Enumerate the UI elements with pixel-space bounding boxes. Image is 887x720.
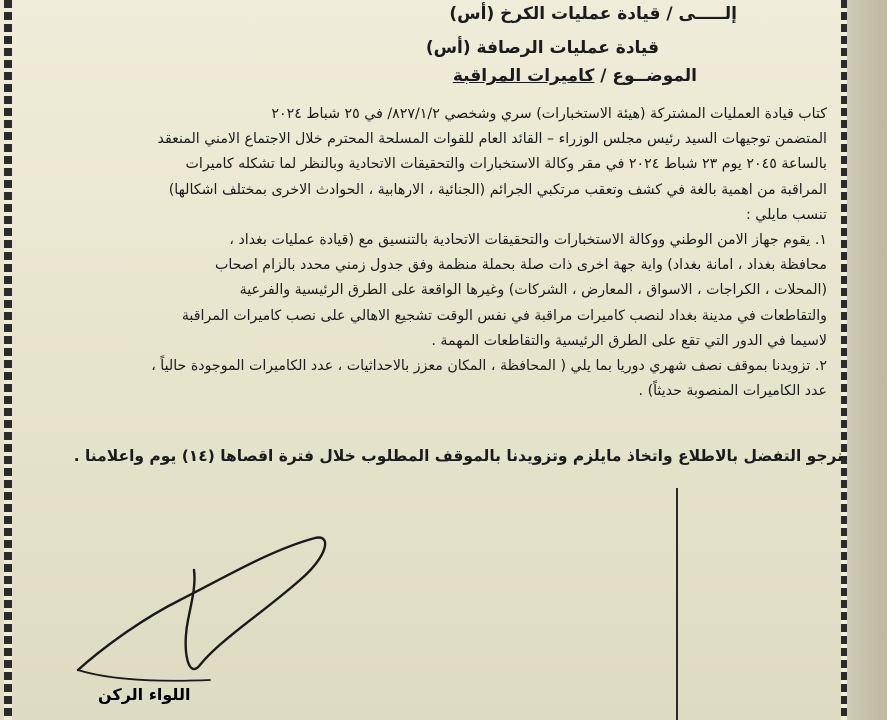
left-border (4, 0, 12, 720)
item-line: والتقاطعات في مدينة بغداد لنصب كاميرات مراقبة في نفس الوقت تشجيع الاهالي على نصب كاميرات المراقبة (181, 307, 827, 324)
list-item-2 (24, 354, 827, 404)
item-line: ١. يقوم جهاز الامن الوطني ووكالة الاستخبارات والتحقيقات الاتحادية بالتنسيق مع (قيادة عمليات بغداد ، (229, 232, 827, 249)
signature-mark (70, 530, 350, 690)
body-line: بالساعة ٢٠٤٥ يوم ٢٣ شباط ٢٠٢٤ في مقر وكالة الاستخبارات والتحقيقات الاتحادية وبالنظر لما تشكله كاميرات (185, 156, 827, 173)
item-line: عدد الكاميرات المنصوبة حديثاً) . (638, 383, 827, 400)
item-line: (المحلات ، الكراجات ، الاسواق ، المعارض ، الشركات) وغيرها الواقعة على الطرق الرئيسية والفرعية (239, 282, 827, 299)
signatory-title: اللواء الركن (98, 685, 191, 704)
item-line: لاسيما في الدور التي تقع على الطرق الرئيسية والتقاطعات المهمة . (431, 332, 827, 349)
body-line: كتاب قيادة العمليات المشتركة (هيئة الاستخبارات) سري وشخصي ٨٢٧/١/٢/ في ٢٥ شباط ٢٠٢٤ (271, 106, 827, 122)
addressee-line-1: إلـــــى / قيادة عمليات الكرخ (أس) (449, 4, 737, 24)
item-line: ٢. تزويدنا بموقف نصف شهري دوريا بما يلي ( المحافظة ، المكان معزز بالاحداثيات ، عدد الكاميرات الموجودة حالياً ، (151, 358, 827, 375)
subject-value: كاميرات المراقبة (452, 66, 595, 86)
right-border (841, 0, 847, 720)
letter-body (24, 102, 827, 404)
closing-request: نرجو التفضل بالاطلاع واتخاذ مايلزم وتزويدنا بالموقف المطلوب خلال فترة اقصاها (١٤) يوم واعلامنا . (73, 447, 843, 465)
body-line: المتضمن توجيهات السيد رئيس مجلس الوزراء – القائد العام للقوات المسلحة المحترم خلال الاجتماع الامني المنعقد (157, 131, 827, 148)
addressee-line-2: قيادة عمليات الرصافة (أس) (425, 38, 659, 58)
subject-label: الموضــوع / (600, 66, 697, 86)
body-line: تنسب مايلي : (745, 206, 827, 223)
page-shadow (847, 0, 887, 720)
subject-line (453, 66, 697, 86)
divider-line (676, 488, 678, 720)
body-line: المراقبة من اهمية بالغة في كشف وتعقب مرتكبي الجرائم (الجنائية ، الارهابية ، الحوادث الاخرى بمختلف اشكالها) (168, 181, 827, 198)
item-line: محافظة بغداد ، امانة بغداد) واية جهة اخرى ذات صلة بحملة منظمة وفق جدول زمني محدد بالزام اصحاب (214, 257, 827, 274)
list-item-1 (24, 228, 827, 354)
